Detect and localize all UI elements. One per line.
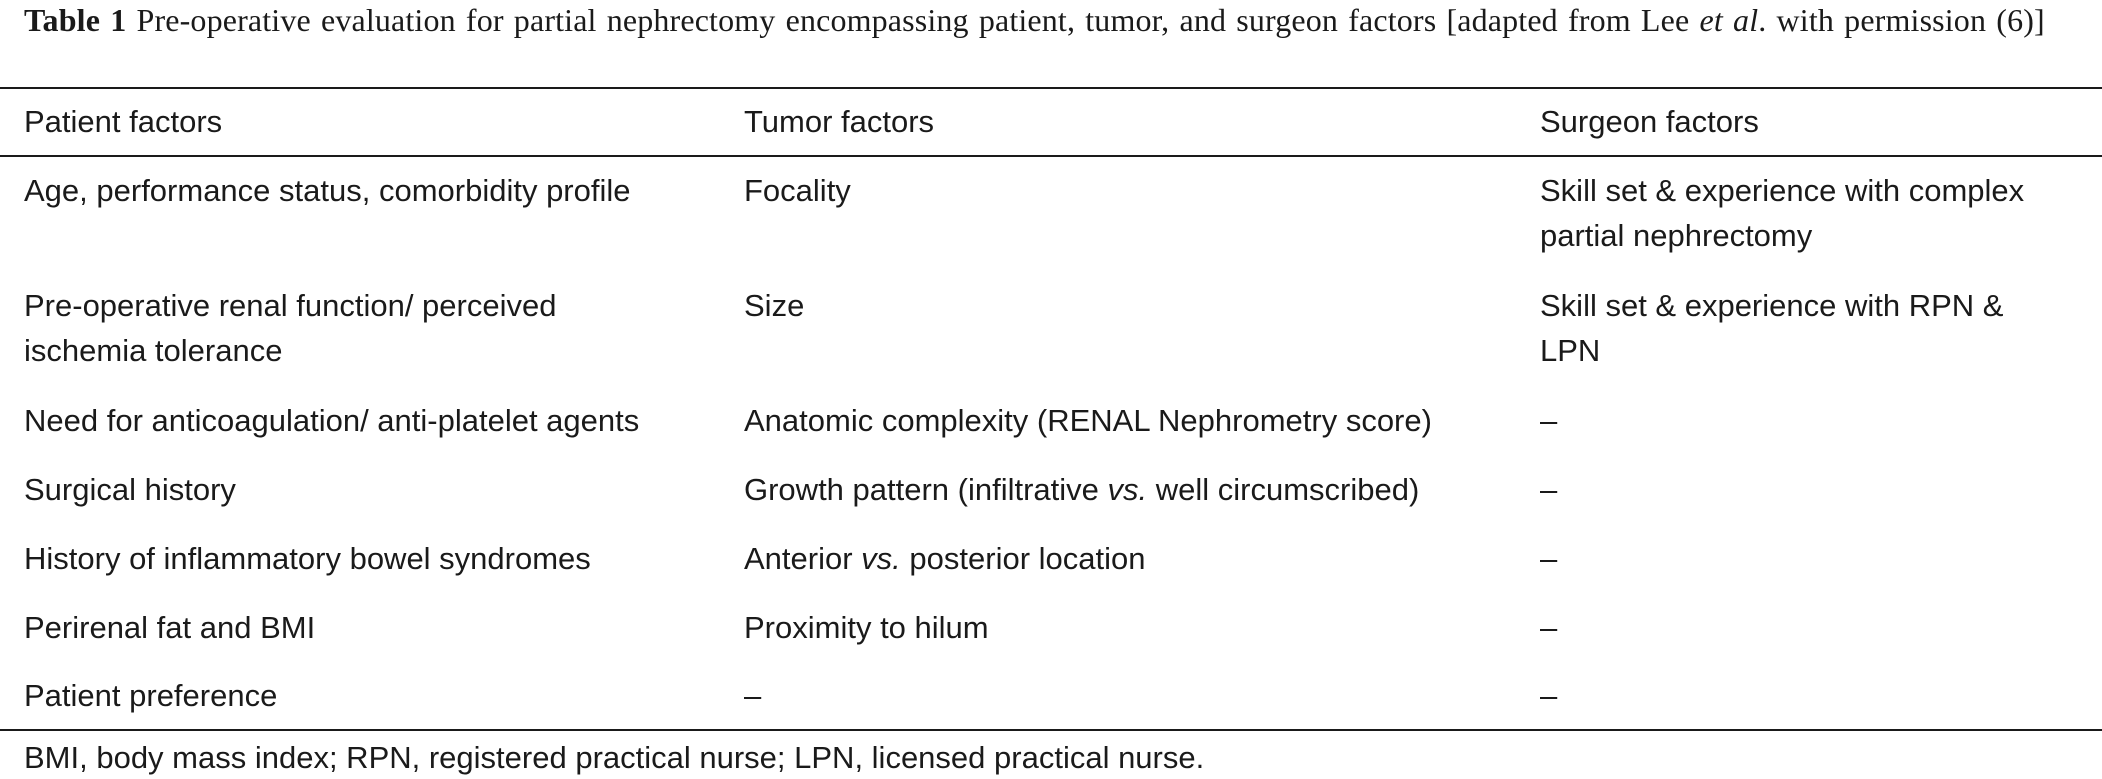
table-row-7-surgeon: – <box>1540 678 1558 713</box>
table-row-1-surgeon: Skill set & experience with complex partial nephrectomy <box>1540 173 2025 253</box>
header-rule <box>0 155 2102 157</box>
header-surgeon-factors: Surgeon factors <box>1540 104 1759 139</box>
table-bottom-rule <box>0 729 2102 731</box>
row-4-tumor-italic: vs. <box>1107 472 1148 507</box>
caption-text-end: . with permission (6)] <box>1758 2 2045 38</box>
table-row-7-patient: Patient preference <box>24 678 278 713</box>
table-row-7-tumor: – <box>744 678 762 713</box>
row-5-tumor-text-end: posterior location <box>900 541 1146 576</box>
header-tumor-factors: Tumor factors <box>744 104 935 139</box>
row-4-tumor-text: Growth pattern (infiltrative <box>744 472 1108 507</box>
row-5-tumor-italic: vs. <box>861 541 901 576</box>
table-row-3-tumor: Anatomic complexity (RENAL Nephrometry score) <box>744 403 1432 438</box>
row-5-tumor-text: Anterior <box>744 541 862 576</box>
caption-italic: et al <box>1699 2 1759 38</box>
table-row-2-tumor: Size <box>744 288 805 323</box>
table-row-4-patient: Surgical history <box>24 472 236 507</box>
row-4-tumor-text-end: well circumscribed) <box>1147 472 1420 507</box>
caption-label: Table 1 <box>24 2 127 38</box>
table-row-3-patient: Need for anticoagulation/ anti-platelet agents <box>24 403 640 438</box>
table-footnote: BMI, body mass index; RPN, registered practical nurse; LPN, licensed practical nurse. <box>24 740 1205 775</box>
header-patient-factors: Patient factors <box>24 104 223 139</box>
table-row-3-surgeon: – <box>1540 403 1558 438</box>
table-row-5-patient: History of inflammatory bowel syndromes <box>24 541 591 576</box>
table-row-1-tumor: Focality <box>744 173 851 208</box>
caption-text: Pre-operative evaluation for partial nephrectomy encompassing patient, tumor, and surgeon factors [adapted from Lee <box>126 2 1700 38</box>
table-row-6-patient: Perirenal fat and BMI <box>24 610 316 645</box>
table-row-4-surgeon: – <box>1540 472 1558 507</box>
table-row-6-tumor: Proximity to hilum <box>744 610 989 645</box>
table-row-2-surgeon: Skill set & experience with RPN & LPN <box>1540 288 2004 368</box>
table-top-rule <box>0 87 2102 89</box>
table-row-1-patient: Age, performance status, comorbidity profile <box>24 173 631 208</box>
table-row-2-patient: Pre-operative renal function/ perceived ischemia tolerance <box>24 288 557 368</box>
table-row-4-tumor <box>744 467 1534 512</box>
table-row-5-tumor <box>744 536 1534 581</box>
table-row-6-surgeon: – <box>1540 610 1558 645</box>
table-caption <box>24 0 2084 41</box>
table-row-5-surgeon: – <box>1540 541 1558 576</box>
